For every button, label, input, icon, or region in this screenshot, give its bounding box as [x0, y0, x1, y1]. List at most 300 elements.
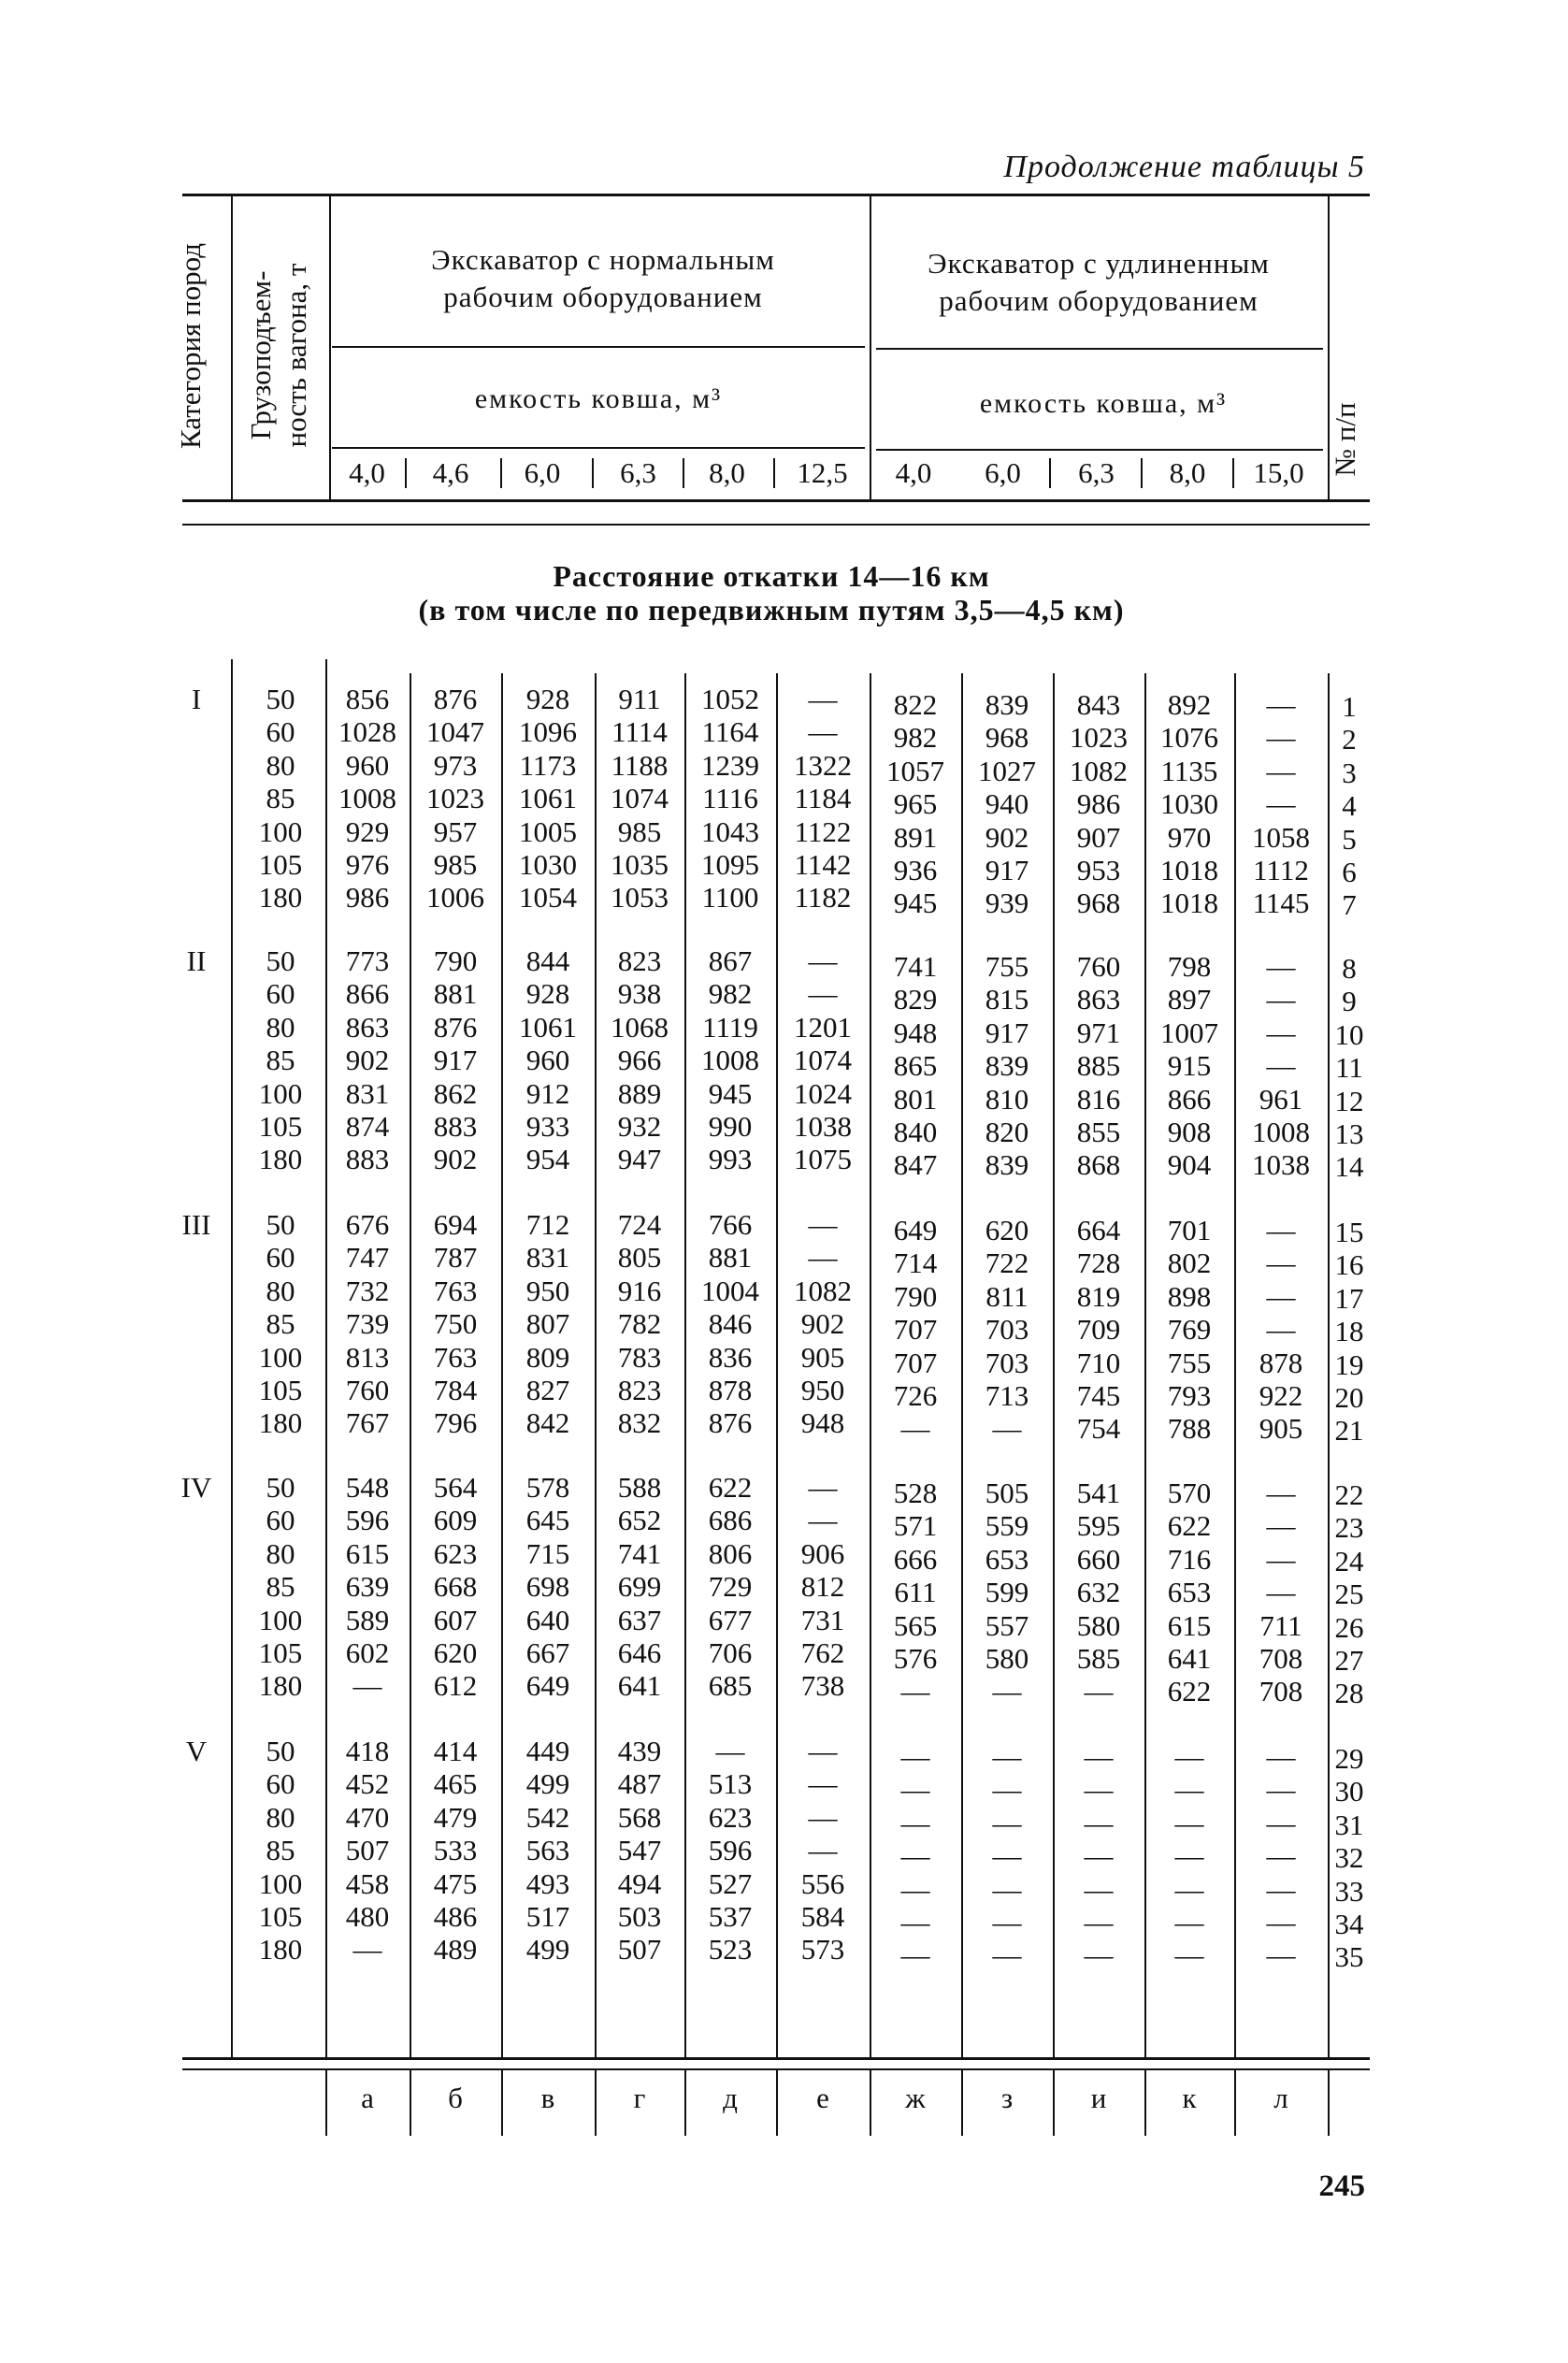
value-cell: 922 [1259, 1379, 1303, 1412]
row-number: 4 [1342, 789, 1357, 822]
value-cell: 1142 [794, 848, 852, 881]
capacity-cell: 85 [266, 1044, 295, 1076]
value-cell: 632 [1076, 1576, 1121, 1608]
value-cell: — [900, 1873, 930, 1906]
value-cell: 876 [433, 683, 478, 715]
value-cell: 912 [525, 1077, 570, 1110]
value-cell: 585 [1076, 1642, 1121, 1675]
value-cell: 815 [985, 983, 1029, 1016]
value-cell: 517 [525, 1900, 570, 1933]
header-sub-rule-long [876, 348, 1323, 350]
volume-separator [500, 458, 502, 488]
value-cell: 842 [525, 1406, 570, 1439]
volume-separator [592, 458, 594, 488]
value-cell: — [992, 1906, 1022, 1938]
value-cell: — [808, 1735, 838, 1767]
value-cell: — [808, 1834, 838, 1866]
column-letter: в [540, 2082, 555, 2114]
value-cell: 668 [433, 1570, 478, 1603]
value-cell: — [1084, 1675, 1114, 1707]
value-cell: 666 [893, 1543, 938, 1576]
value-cell: — [1266, 721, 1296, 754]
value-cell: 1008 [338, 782, 396, 814]
volume-separator [773, 458, 775, 488]
volume-cell: 6,3 [1078, 456, 1115, 489]
value-cell: 480 [345, 1900, 390, 1933]
category-label: II [186, 944, 207, 977]
value-cell: 1068 [611, 1011, 669, 1044]
value-cell: 499 [525, 1767, 570, 1800]
value-cell: 724 [617, 1208, 662, 1241]
value-cell: 641 [617, 1669, 662, 1702]
value-cell: 1057 [886, 755, 944, 787]
value-cell: 596 [708, 1834, 753, 1866]
row-number: 6 [1342, 856, 1357, 888]
capacity-cell: 50 [266, 944, 295, 977]
volume-separator [1232, 458, 1234, 488]
value-cell: — [1174, 1906, 1204, 1938]
column-letter: з [1000, 2082, 1014, 2114]
value-cell: 414 [433, 1735, 478, 1767]
value-cell: — [900, 1412, 930, 1445]
row-number: 21 [1334, 1414, 1364, 1447]
row-number: 3 [1342, 756, 1357, 789]
column-letter: г [633, 2082, 646, 2114]
column-letter: ж [905, 2082, 926, 2114]
value-cell: 960 [525, 1044, 570, 1076]
value-cell: 1030 [1160, 787, 1218, 820]
value-cell: 649 [893, 1214, 938, 1246]
value-cell: 1182 [794, 881, 852, 914]
volume-cell: 15,0 [1253, 456, 1304, 489]
value-cell: 767 [345, 1406, 390, 1439]
value-cell: 755 [1167, 1347, 1212, 1379]
value-cell: — [808, 1767, 838, 1800]
value-cell: 623 [708, 1801, 753, 1834]
value-cell: 620 [433, 1636, 478, 1669]
value-cell: 862 [433, 1077, 478, 1110]
capacity-cell: 80 [266, 1537, 295, 1570]
value-cell: 783 [617, 1341, 662, 1374]
page-number: 245 [1318, 2169, 1365, 2203]
value-cell: — [1084, 1773, 1114, 1806]
value-cell: 839 [985, 1148, 1029, 1181]
value-cell: 716 [1167, 1543, 1212, 1576]
row-number: 32 [1334, 1841, 1364, 1874]
body-vline [684, 673, 686, 2057]
value-cell: 1322 [794, 749, 852, 782]
value-cell: 929 [345, 815, 390, 848]
value-cell: 976 [345, 848, 390, 881]
body-vline [1234, 673, 1236, 2057]
value-cell: — [715, 1735, 745, 1767]
value-cell: 694 [433, 1208, 478, 1241]
letters-separator [776, 2070, 778, 2136]
value-cell: 503 [617, 1900, 662, 1933]
value-cell: 709 [1076, 1313, 1121, 1346]
value-cell: 760 [345, 1374, 390, 1406]
value-cell: 599 [985, 1576, 1029, 1608]
value-cell: 486 [433, 1900, 478, 1933]
value-cell: 713 [985, 1379, 1029, 1412]
value-cell: 856 [345, 683, 390, 715]
value-cell: — [1084, 1906, 1114, 1938]
value-cell: 639 [345, 1570, 390, 1603]
value-cell: — [1266, 1740, 1296, 1773]
value-cell: 902 [433, 1143, 478, 1175]
value-cell: — [1266, 1246, 1296, 1279]
value-cell: — [900, 1839, 930, 1872]
value-cell: 1082 [794, 1275, 852, 1307]
value-cell: 928 [525, 977, 570, 1010]
value-cell: 710 [1076, 1347, 1121, 1379]
value-cell: 866 [1167, 1083, 1212, 1116]
value-cell: 1018 [1160, 854, 1218, 886]
value-cell: 533 [433, 1834, 478, 1866]
value-cell: 1043 [701, 815, 759, 848]
value-cell: 773 [345, 944, 390, 977]
volume-cell: 8,0 [1169, 456, 1206, 489]
value-cell: 945 [893, 886, 938, 919]
value-cell: — [1084, 1740, 1114, 1773]
value-cell: 507 [617, 1933, 662, 1966]
value-cell: — [900, 1807, 930, 1839]
value-cell: 822 [893, 688, 938, 721]
value-cell: 843 [1076, 688, 1121, 721]
value-cell: 739 [345, 1307, 390, 1340]
capacity-cell: 105 [258, 1636, 303, 1669]
value-cell: 986 [1076, 787, 1121, 820]
volume-separator [405, 458, 407, 488]
value-cell: 580 [985, 1642, 1029, 1675]
value-cell: 542 [525, 1801, 570, 1834]
value-cell: 493 [525, 1867, 570, 1900]
value-cell: 810 [985, 1083, 1029, 1116]
value-cell: 892 [1167, 688, 1212, 721]
value-cell: 867 [708, 944, 753, 977]
capacity-cell: 80 [266, 749, 295, 782]
value-cell: 712 [525, 1208, 570, 1241]
value-cell: 823 [617, 1374, 662, 1406]
value-cell: 637 [617, 1604, 662, 1636]
category-header: Категория пород [174, 242, 207, 450]
capacity-cell: 60 [266, 977, 295, 1010]
value-cell: 948 [800, 1406, 845, 1439]
capacity-cell: 180 [258, 881, 303, 914]
value-cell: 1122 [794, 815, 852, 848]
row-number: 35 [1334, 1940, 1364, 1973]
value-cell: 1114 [611, 715, 668, 748]
category-label: I [191, 683, 202, 715]
value-cell: 607 [433, 1604, 478, 1636]
value-cell: 839 [985, 688, 1029, 721]
value-cell: 762 [800, 1636, 845, 1669]
value-cell: 970 [1167, 821, 1212, 854]
capacity-cell: 180 [258, 1143, 303, 1175]
value-cell: 868 [1076, 1148, 1121, 1181]
value-cell: — [1266, 1214, 1296, 1246]
volume-separator [683, 458, 684, 488]
header-bottom-rule [182, 499, 1370, 502]
value-cell: — [808, 944, 838, 977]
value-cell: 527 [708, 1867, 753, 1900]
row-number: 8 [1342, 952, 1357, 985]
category-label: V [185, 1735, 208, 1767]
header-volume-rule-long [876, 449, 1323, 451]
value-cell: 615 [345, 1537, 390, 1570]
column-letter: и [1090, 2082, 1107, 2114]
value-cell: 950 [800, 1374, 845, 1406]
capacity-cell: 50 [266, 1735, 295, 1767]
value-cell: 1112 [1253, 854, 1309, 886]
value-cell: 1007 [1160, 1016, 1218, 1049]
row-number: 24 [1334, 1545, 1364, 1578]
value-cell: 883 [345, 1143, 390, 1175]
capacity-cell: 100 [258, 1604, 303, 1636]
letters-separator [961, 2070, 963, 2136]
column-letter: а [361, 2082, 374, 2114]
value-cell: 741 [893, 950, 938, 983]
value-cell: 760 [1076, 950, 1121, 983]
bucket-label-normal: емкость ковша, м³ [474, 383, 723, 414]
row-number: 28 [1334, 1677, 1364, 1709]
capacity-cell: 105 [258, 1900, 303, 1933]
group-long-line1: Экскаватор с удлиненным [928, 247, 1270, 280]
row-number: 18 [1334, 1315, 1364, 1347]
value-cell: 968 [1076, 886, 1121, 919]
row-number: 27 [1334, 1644, 1364, 1677]
capacity-cell: 85 [266, 782, 295, 814]
value-cell: 801 [893, 1083, 938, 1116]
value-cell: 806 [708, 1537, 753, 1570]
row-number: 20 [1334, 1381, 1364, 1414]
row-number: 34 [1334, 1908, 1364, 1940]
value-cell: 823 [617, 944, 662, 977]
value-cell: — [992, 1740, 1022, 1773]
value-cell: 728 [1076, 1246, 1121, 1279]
value-cell: 701 [1167, 1214, 1212, 1246]
value-cell: 1074 [611, 782, 669, 814]
capacity-cell: 60 [266, 1504, 295, 1536]
bucket-label-long: емкость ковша, м³ [979, 388, 1228, 419]
value-cell: 541 [1076, 1477, 1121, 1509]
row-number: 19 [1334, 1348, 1364, 1381]
value-cell: 798 [1167, 950, 1212, 983]
value-cell: 620 [985, 1214, 1029, 1246]
value-cell: 812 [800, 1570, 845, 1603]
value-cell: 741 [617, 1537, 662, 1570]
value-cell: 505 [985, 1477, 1029, 1509]
row-number: 23 [1334, 1511, 1364, 1544]
value-cell: 1054 [519, 881, 577, 914]
value-cell: — [1174, 1740, 1204, 1773]
value-cell: 1095 [701, 848, 759, 881]
value-cell: 836 [708, 1341, 753, 1374]
row-number: 15 [1334, 1216, 1364, 1248]
value-cell: 706 [708, 1636, 753, 1669]
value-cell: — [992, 1873, 1022, 1906]
body-vline [776, 673, 778, 2057]
value-cell: — [1266, 688, 1296, 721]
value-cell: 528 [893, 1477, 938, 1509]
group-normal-heading [355, 241, 851, 316]
body-vline [501, 673, 503, 2057]
row-number: 17 [1334, 1282, 1364, 1315]
value-cell: 1145 [1252, 886, 1310, 919]
letters-separator [410, 2070, 411, 2136]
value-cell: 898 [1167, 1280, 1212, 1313]
continuation-caption: Продолжение таблицы 5 [1003, 150, 1365, 184]
row-number: 12 [1334, 1085, 1364, 1117]
value-cell: 571 [893, 1509, 938, 1542]
value-cell: 479 [433, 1801, 478, 1834]
value-cell: 897 [1167, 983, 1212, 1016]
capacity-header-line2: ность вагона, т [280, 263, 312, 448]
value-cell: 652 [617, 1504, 662, 1536]
header-sub-rule-normal [332, 346, 865, 348]
value-cell: — [1084, 1938, 1114, 1971]
value-cell: — [1266, 1313, 1296, 1346]
value-cell: 1119 [702, 1011, 758, 1044]
capacity-cell: 85 [266, 1307, 295, 1340]
value-cell: 640 [525, 1604, 570, 1636]
value-cell: — [808, 1208, 838, 1241]
value-cell: 439 [617, 1735, 662, 1767]
value-cell: — [1174, 1938, 1204, 1971]
row-number: 10 [1334, 1018, 1364, 1051]
value-cell: 907 [1076, 821, 1121, 854]
value-cell: 1023 [426, 782, 484, 814]
value-cell: 839 [985, 1049, 1029, 1082]
value-cell: 844 [525, 944, 570, 977]
value-cell: — [1266, 1280, 1296, 1313]
value-cell: 790 [893, 1280, 938, 1313]
value-cell: 1008 [701, 1044, 759, 1076]
capacity-cell: 180 [258, 1933, 303, 1966]
category-label: III [181, 1208, 211, 1241]
value-cell: — [1266, 1509, 1296, 1542]
value-cell: 1024 [794, 1077, 852, 1110]
value-cell: 819 [1076, 1280, 1121, 1313]
capacity-cell: 60 [266, 1241, 295, 1274]
value-cell: 726 [893, 1379, 938, 1412]
value-cell: 1075 [794, 1143, 852, 1175]
value-cell: 649 [525, 1669, 570, 1702]
header-double-rule [182, 524, 1370, 526]
capacity-cell: 105 [258, 848, 303, 881]
value-cell: 623 [433, 1537, 478, 1570]
letters-separator [684, 2070, 686, 2136]
value-cell: 609 [433, 1504, 478, 1536]
value-cell: 755 [985, 950, 1029, 983]
value-cell: 664 [1076, 1214, 1121, 1246]
value-cell: 612 [433, 1669, 478, 1702]
value-cell: — [992, 1412, 1022, 1445]
value-cell: — [1266, 1477, 1296, 1509]
value-cell: 707 [893, 1313, 938, 1346]
value-cell: 747 [345, 1241, 390, 1274]
row-number: 16 [1334, 1248, 1364, 1281]
body-vline [961, 673, 963, 2057]
value-cell: 971 [1076, 1016, 1121, 1049]
value-cell: 703 [985, 1313, 1029, 1346]
value-cell: 576 [893, 1642, 938, 1675]
row-number: 33 [1334, 1875, 1364, 1908]
row-number: 9 [1342, 985, 1357, 1017]
value-cell: 653 [985, 1543, 1029, 1576]
value-cell: 487 [617, 1767, 662, 1800]
value-cell: 878 [1259, 1347, 1303, 1379]
value-cell: 611 [894, 1576, 937, 1608]
value-cell: 708 [1259, 1642, 1303, 1675]
value-cell: 905 [1259, 1412, 1303, 1445]
row-number: 7 [1342, 888, 1357, 921]
value-cell: 802 [1167, 1246, 1212, 1279]
capacity-cell: 80 [266, 1011, 295, 1044]
value-cell: 559 [985, 1509, 1029, 1542]
header-vline-1 [231, 195, 233, 500]
value-cell: 917 [433, 1044, 478, 1076]
value-cell: 902 [800, 1307, 845, 1340]
value-cell: 917 [985, 1016, 1029, 1049]
volume-cell: 6,3 [620, 456, 656, 489]
value-cell: — [1266, 1906, 1296, 1938]
value-cell: 933 [525, 1110, 570, 1143]
row-number: 22 [1334, 1478, 1364, 1511]
value-cell: 938 [617, 977, 662, 1010]
value-cell: — [992, 1807, 1022, 1839]
value-cell: — [992, 1938, 1022, 1971]
value-cell: 769 [1167, 1313, 1212, 1346]
capacity-cell: 80 [266, 1275, 295, 1307]
volume-cell: 4,0 [895, 456, 932, 489]
header-vline-3 [870, 195, 871, 500]
value-cell: 578 [525, 1471, 570, 1504]
capacity-cell: 100 [258, 1867, 303, 1900]
value-cell: — [1174, 1773, 1204, 1806]
value-cell: — [1266, 1807, 1296, 1839]
row-number: 13 [1334, 1117, 1364, 1150]
row-number: 30 [1334, 1775, 1364, 1808]
letters-separator [1144, 2070, 1146, 2136]
value-cell: 660 [1076, 1543, 1121, 1576]
capacity-cell: 50 [266, 1208, 295, 1241]
value-cell: 563 [525, 1834, 570, 1866]
value-cell: 686 [708, 1504, 753, 1536]
value-cell: 589 [345, 1604, 390, 1636]
value-cell: 917 [985, 854, 1029, 886]
value-cell: 790 [433, 944, 478, 977]
value-cell: 622 [1167, 1509, 1212, 1542]
column-letter: д [723, 2082, 738, 2114]
letters-separator [1328, 2070, 1330, 2136]
value-cell: 715 [525, 1537, 570, 1570]
capacity-cell: 100 [258, 1077, 303, 1110]
value-cell: — [1084, 1839, 1114, 1872]
letters-separator [501, 2070, 503, 2136]
value-cell: 809 [525, 1341, 570, 1374]
value-cell: 831 [525, 1241, 570, 1274]
value-cell: 855 [1076, 1116, 1121, 1148]
value-cell: — [1174, 1807, 1204, 1839]
value-cell: 568 [617, 1801, 662, 1834]
value-cell: 1027 [978, 755, 1036, 787]
category-label: IV [180, 1471, 212, 1504]
value-cell: 622 [708, 1471, 753, 1504]
value-cell: 807 [525, 1307, 570, 1340]
capacity-header-line1: Грузоподъем- [244, 270, 277, 440]
value-cell: — [1266, 1839, 1296, 1872]
